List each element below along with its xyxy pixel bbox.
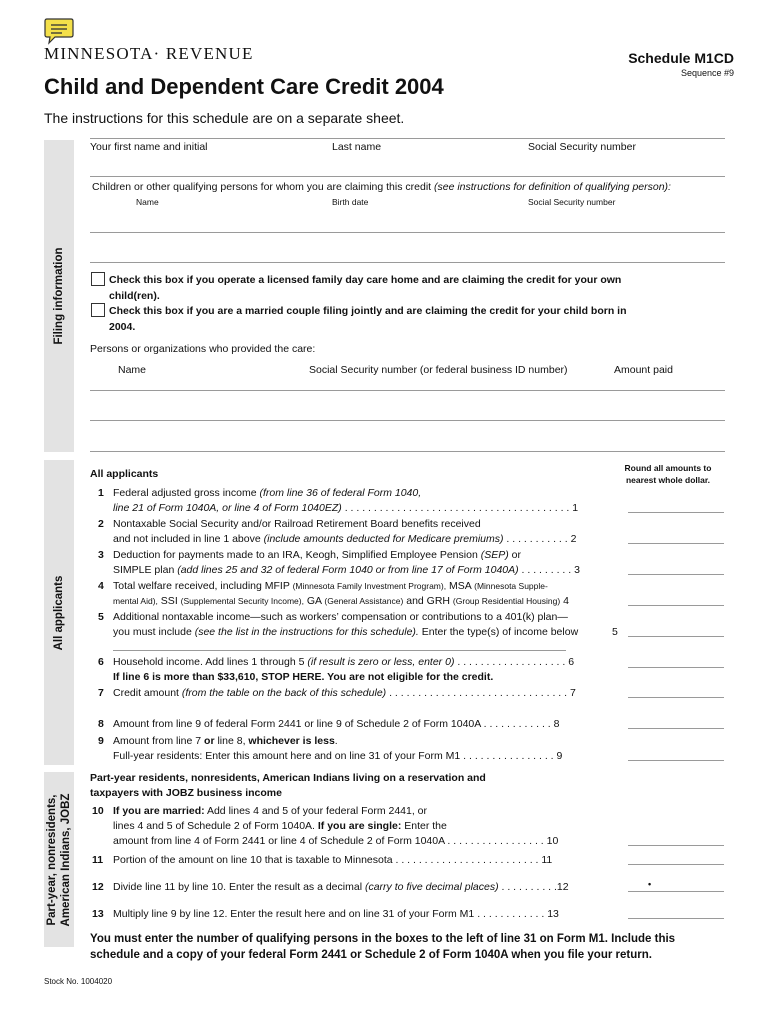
col-child-birth-date: Birth date xyxy=(332,197,369,207)
sidebar-all-applicants xyxy=(44,460,74,765)
text: Nontaxable Social Security and/or Railroad Retirement Board benefits received xyxy=(113,518,481,530)
stock-number: Stock No. 1004020 xyxy=(44,977,113,986)
divider xyxy=(90,138,725,139)
text: Deduction for payments made to an IRA, Keogh, Simplified Employee Pension xyxy=(113,549,481,561)
col-provider-name: Name xyxy=(118,364,147,376)
text: . xyxy=(334,735,338,747)
sidebar-part-year xyxy=(44,772,74,947)
text: . . . . . . . . . . . . . . . . . . . . . . . . . . . . . . . 7 xyxy=(386,687,576,699)
line-number: 9 xyxy=(98,735,104,747)
text: (Supplemental Security Income), xyxy=(180,596,304,606)
line-3-label xyxy=(113,548,580,578)
round-note-line: nearest whole dollar. xyxy=(625,475,711,485)
line-6-amount[interactable] xyxy=(628,667,724,668)
line-number: 3 xyxy=(98,549,104,561)
line-10-label xyxy=(113,804,558,849)
text: or xyxy=(508,549,521,561)
children-intro-text: Children or other qualifying persons for whom you are claiming this credit xyxy=(92,181,434,193)
line-number: 11 xyxy=(92,854,104,866)
last-name-field[interactable]: Last name xyxy=(332,141,382,153)
col-child-name: Name xyxy=(136,197,159,207)
line-12-label xyxy=(113,880,569,895)
first-name-field[interactable]: Your first name and initial xyxy=(90,141,208,153)
text: (from line 36 of federal Form 1040, xyxy=(259,487,422,499)
round-note-line: Round all amounts to xyxy=(624,463,712,473)
part-year-heading xyxy=(90,771,486,801)
provider-entry-line[interactable] xyxy=(90,390,725,391)
text: . . . . . . . . . . . . . . . . . . . 6 xyxy=(454,656,575,668)
text: Add lines 4 and 5 of your federal Form 2441, or xyxy=(204,805,428,817)
text: Part-year residents, nonresidents, American Indians living on a reservation and xyxy=(90,772,486,784)
text: GA xyxy=(303,595,325,607)
col-provider-amount: Amount paid xyxy=(614,364,673,376)
line-number: 5 xyxy=(98,611,104,623)
text: whichever is less xyxy=(248,735,335,747)
line-6-label xyxy=(113,655,574,685)
line-number: 12 xyxy=(92,881,104,893)
income-type-entry-line[interactable] xyxy=(113,650,566,651)
sidebar-label-line: American Indians, JOBZ xyxy=(60,793,72,926)
text: . . . . . . . . . 3 xyxy=(518,564,580,576)
line-2-amount[interactable] xyxy=(628,543,724,544)
text: If you are married: xyxy=(113,805,205,817)
sidebar-label xyxy=(45,793,73,926)
line-8-amount[interactable] xyxy=(628,728,724,729)
text: and not included in line 1 above xyxy=(113,533,264,545)
sidebar-filing-information xyxy=(44,140,74,452)
text: . . . . . . . . . .12 xyxy=(498,881,569,893)
text: (General Assistance) xyxy=(324,596,404,606)
line-number: 7 xyxy=(98,687,104,699)
line-3-amount[interactable] xyxy=(628,574,724,575)
line-number: 1 xyxy=(98,487,104,499)
text: amount from line 4 of Form 2441 or line 4 of Schedule 2 of Form 1040A xyxy=(113,835,445,847)
check-label-line: Check this box if you are a married couple filing jointly and are claiming the credit for your child born in xyxy=(109,305,627,317)
text: (include amounts deducted for Medicare premiums) xyxy=(263,533,504,545)
line-9-label xyxy=(113,734,562,764)
provider-entry-line[interactable] xyxy=(90,451,725,452)
check-label-1 xyxy=(109,272,621,304)
text: . . . . . . . . . . . . . . . . . . . . . . . . . . . . . . . . . . . . . . . 1 xyxy=(341,502,579,514)
text: . . . . . . . . . . . . . . . . 9 xyxy=(460,750,563,762)
text: 4 xyxy=(560,595,569,607)
child-entry-line[interactable] xyxy=(90,262,725,263)
line-9-amount[interactable] xyxy=(628,760,724,761)
children-intro-note: (see instructions for definition of qualifying person): xyxy=(434,181,671,193)
text: lines 4 and 5 of Schedule 2 of Form 1040A. xyxy=(113,820,318,832)
sidebar-label: Filing information xyxy=(53,247,65,345)
text: Amount from line 9 of federal Form 2441 or line 9 of Schedule 2 of Form 1040A xyxy=(113,718,481,730)
line-1-label xyxy=(113,486,578,516)
text: you must include xyxy=(113,626,195,638)
line-13-label xyxy=(113,907,559,922)
line-12-amount[interactable] xyxy=(628,891,724,892)
text: SSI xyxy=(157,595,181,607)
text: (from the table on the back of this schedule) xyxy=(181,687,387,699)
schedule-label: Schedule M1CD xyxy=(628,50,734,66)
text: Credit amount xyxy=(113,687,182,699)
line-5-number: 5 xyxy=(612,626,618,638)
text: Multiply line 9 by line 12. Enter the result here and on line 31 of your Form M1 xyxy=(113,908,475,920)
text: (add lines 25 and 32 of federal Form 1040 or from line 17 of Form 1040A) xyxy=(177,564,519,576)
text: mental Aid), xyxy=(113,596,158,606)
line-11-amount[interactable] xyxy=(628,864,724,865)
text: Full-year residents: Enter this amount here and on line 31 of your Form M1 xyxy=(113,750,461,762)
text: SIMPLE plan xyxy=(113,564,178,576)
line-5-label xyxy=(113,610,578,640)
text: Total welfare received, including MFIP xyxy=(113,580,293,592)
check-label-line: child(ren). xyxy=(109,290,160,302)
line-2-label xyxy=(113,517,576,547)
check-label-2 xyxy=(109,303,627,335)
all-applicants-heading: All applicants xyxy=(90,468,159,480)
text: line 21 of Form 1040A, or line 4 of Form 1040EZ) xyxy=(113,502,342,514)
text: schedule and a copy of your federal Form 2441 or Schedule 2 of Form 1040A when you file your return. xyxy=(90,949,652,961)
footer-note xyxy=(90,931,675,963)
provider-entry-line[interactable] xyxy=(90,420,725,421)
text: Federal adjusted gross income xyxy=(113,487,260,499)
text: Enter the type(s) of income below xyxy=(418,626,579,638)
text: (see the list in the instructions for this schedule). xyxy=(194,626,419,638)
line-number: 10 xyxy=(92,805,104,817)
check-label-line: Check this box if you operate a licensed family day care home and are claiming the credit for your own xyxy=(109,274,622,286)
line-5-amount[interactable] xyxy=(628,636,724,637)
children-intro xyxy=(92,181,671,193)
text: (if result is zero or less, enter 0) xyxy=(307,656,455,668)
family-day-care-checkbox[interactable] xyxy=(91,272,105,286)
text: Divide line 11 by line 10. Enter the result as a decimal xyxy=(113,881,365,893)
text: Household income. Add lines 1 through 5 xyxy=(113,656,308,668)
line-1-amount[interactable] xyxy=(628,512,724,513)
text: (Minnesota Family Investment Program), xyxy=(292,581,447,591)
text: Enter the xyxy=(401,820,447,832)
line-number: 6 xyxy=(98,656,104,668)
sidebar-label: All applicants xyxy=(53,575,65,650)
col-provider-ssn: Social Security number (or federal business ID number) xyxy=(309,364,568,376)
text: or xyxy=(204,735,215,747)
instructions-note: The instructions for this schedule are on a separate sheet. xyxy=(44,110,405,126)
text: If you are single: xyxy=(317,820,402,832)
text: line 8, xyxy=(214,735,249,747)
line-13-amount[interactable] xyxy=(628,918,724,919)
brand-name: MINNESOTA· REVENUE xyxy=(44,44,254,63)
text: (Minnesota Supple- xyxy=(474,581,548,591)
providers-intro: Persons or organizations who provided the care: xyxy=(90,343,316,355)
line-number: 2 xyxy=(98,518,104,530)
child-entry-line[interactable] xyxy=(90,232,725,233)
round-note xyxy=(612,462,724,486)
line-7-label xyxy=(113,686,576,701)
text: Additional nontaxable income—such as workers’ compensation or contributions to a 401(k) plan— xyxy=(113,611,568,623)
sequence-label: Sequence #9 xyxy=(680,68,734,78)
text: Portion of the amount on line 10 that is taxable to Minnesota xyxy=(113,854,393,866)
line-7-amount[interactable] xyxy=(628,697,724,698)
line-4-amount[interactable] xyxy=(628,605,724,606)
line-number: 4 xyxy=(98,580,104,592)
check-label-line: 2004. xyxy=(109,321,136,333)
divider xyxy=(90,176,725,177)
text: . . . . . . . . . . . . 8 xyxy=(480,718,560,730)
sidebar-label-line: Part-year, nonresidents, xyxy=(46,793,58,926)
page-title: Child and Dependent Care Credit 2004 xyxy=(44,74,444,99)
text: MSA xyxy=(446,580,475,592)
text: If line 6 is more than $33,610, STOP HERE. You are not eligible for the credit. xyxy=(113,671,494,683)
line-4-label xyxy=(113,579,569,609)
col-child-ssn: Social Security number xyxy=(528,197,616,207)
text: and GRH xyxy=(403,595,453,607)
child-born-checkbox[interactable] xyxy=(91,303,105,317)
text: taxpayers with JOBZ business income xyxy=(90,787,282,799)
line-number: 13 xyxy=(92,908,104,920)
text: You must enter the number of qualifying persons in the boxes to the left of line 31 on Form M1. Include this xyxy=(90,933,676,945)
line-8-label xyxy=(113,717,559,732)
line-number: 8 xyxy=(98,718,104,730)
text: . . . . . . . . . . . . . . . . . 10 xyxy=(444,835,559,847)
text: . . . . . . . . . . . . . . . . . . . . . . . . . 11 xyxy=(392,854,553,866)
text: (SEP) xyxy=(480,549,509,561)
text: (Group Residential Housing) xyxy=(452,596,561,606)
text: (carry to five decimal places) xyxy=(364,881,499,893)
line-11-label xyxy=(113,853,552,868)
text: . . . . . . . . . . . 2 xyxy=(503,533,577,545)
text: . . . . . . . . . . . . 13 xyxy=(474,908,559,920)
text: Amount from line 7 xyxy=(113,735,205,747)
ssn-field[interactable]: Social Security number xyxy=(528,141,636,153)
speech-bubble-icon xyxy=(44,17,74,47)
line-10-amount[interactable] xyxy=(628,845,724,846)
decimal-point: • xyxy=(648,879,652,889)
